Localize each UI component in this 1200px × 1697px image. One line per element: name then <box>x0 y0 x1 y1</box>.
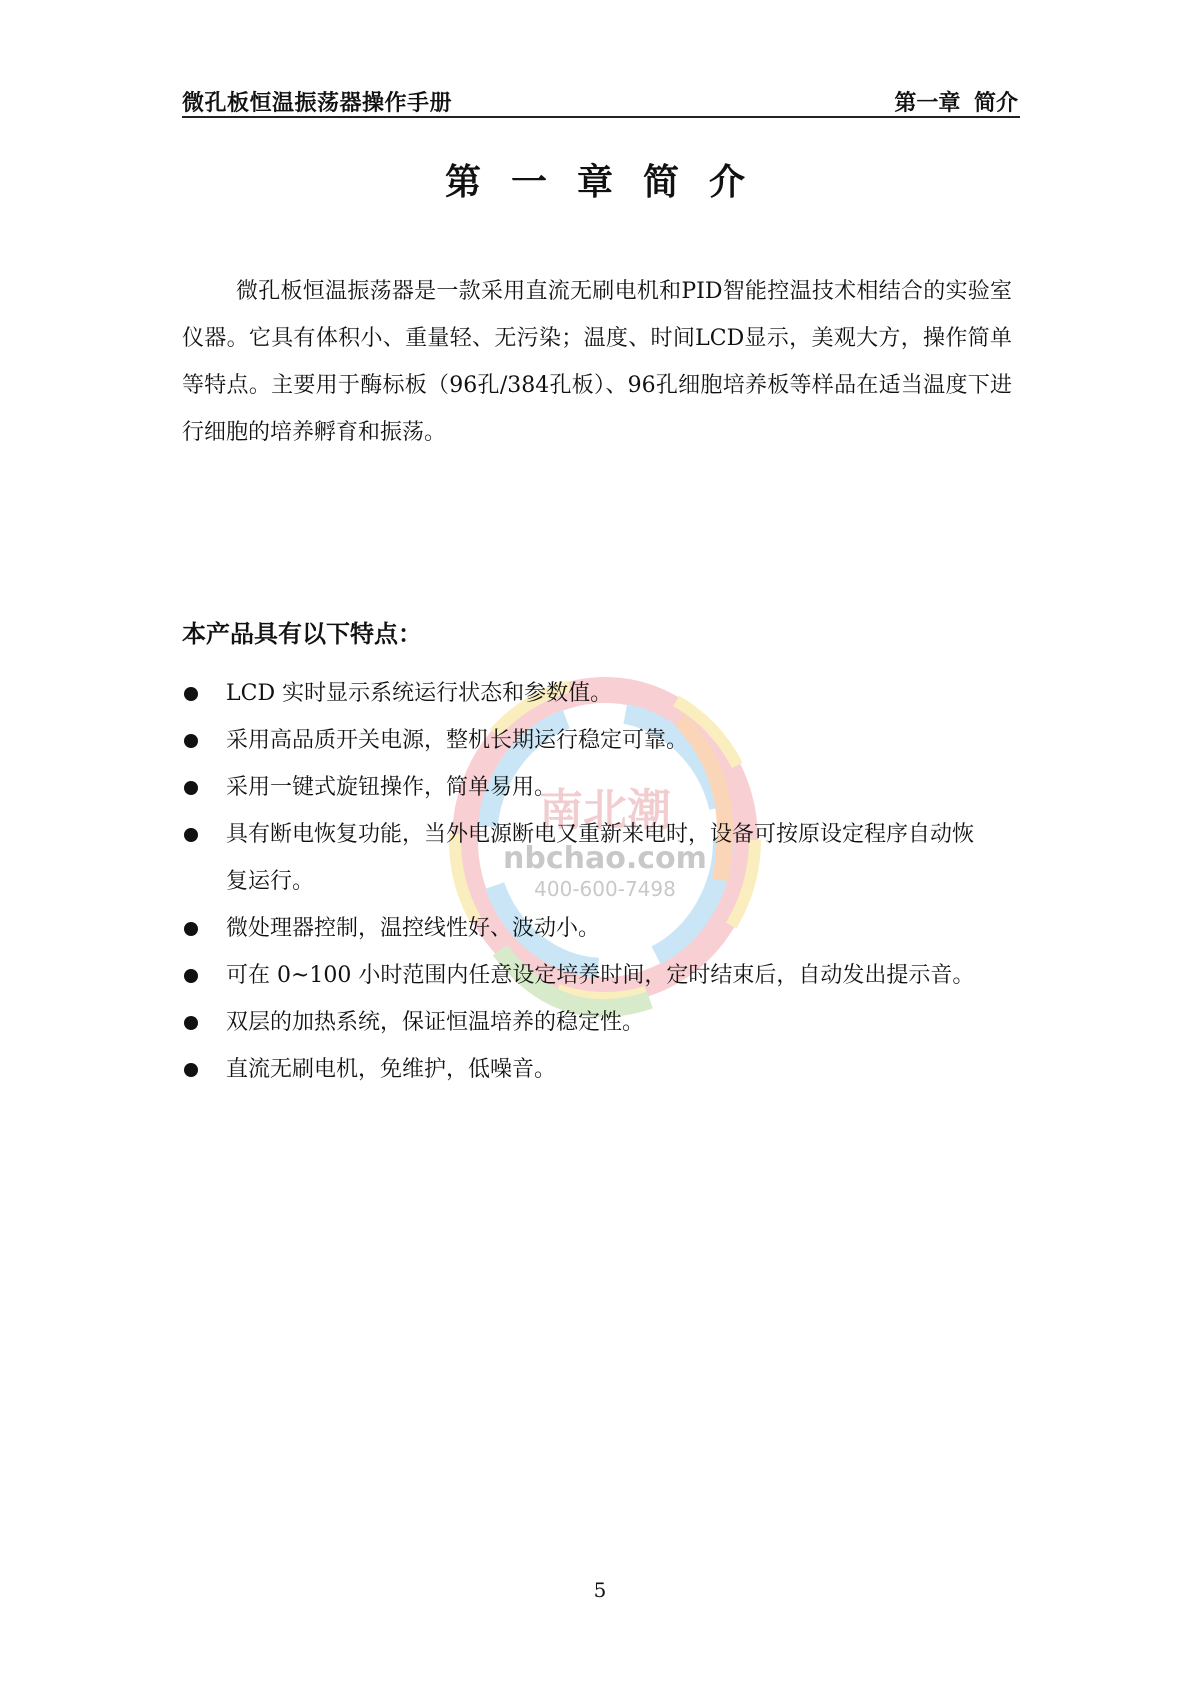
intro-paragraph: 微孔板恒温振荡器是一款采用直流无刷电机和PID智能控温技术相结合的实验室仪器。它具有体积小、重量轻、无污染；温度、时间LCD显示，美观大方，操作简单等特点。主要用于酶标板（96孔/384孔板）、96孔细胞培养板等样品在适当温度下进行细胞的培养孵育和振荡。 <box>182 279 1012 445</box>
watermark-domain: nbchao.com <box>503 841 707 876</box>
bullet-icon <box>184 1016 198 1030</box>
features-heading: 本产品具有以下特点： <box>182 620 422 648</box>
chapter-header-label: 第一章 简介 <box>894 91 1018 116</box>
bullet-icon <box>184 828 198 842</box>
feature-item: 双层的加热系统，保证恒温培养的稳定性。 <box>182 999 982 1046</box>
watermark-phone: 400-600-7498 <box>534 877 676 901</box>
features-list <box>182 670 982 1093</box>
feature-item: 具有断电恢复功能，当外电源断电又重新来电时，设备可按原设定程序自动恢复运行。 <box>182 811 982 905</box>
bullet-icon <box>184 734 198 748</box>
feature-item: LCD 实时显示系统运行状态和参数值。 <box>182 670 982 717</box>
feature-item: 采用高品质开关电源，整机长期运行稳定可靠。 <box>182 717 982 764</box>
bullet-icon <box>184 1063 198 1077</box>
page-number: 5 <box>593 1578 607 1602</box>
manual-title: 微孔板恒温振荡器操作手册 <box>182 91 453 116</box>
feature-item: 采用一键式旋钮操作，简单易用。 <box>182 764 982 811</box>
feature-item: 微处理器控制，温控线性好、波动小。 <box>182 905 982 952</box>
page-header <box>182 82 1020 118</box>
chapter-title: 第一章简介 <box>444 162 775 203</box>
bullet-icon <box>184 781 198 795</box>
feature-item: 可在 0~100 小时范围内任意设定培养时间，定时结束后，自动发出提示音。 <box>182 952 982 999</box>
feature-item: 直流无刷电机，免维护，低噪音。 <box>182 1046 982 1093</box>
watermark-brand: 南北潮 <box>539 785 671 836</box>
bullet-icon <box>184 687 198 701</box>
bullet-icon <box>184 922 198 936</box>
bullet-icon <box>184 969 198 983</box>
